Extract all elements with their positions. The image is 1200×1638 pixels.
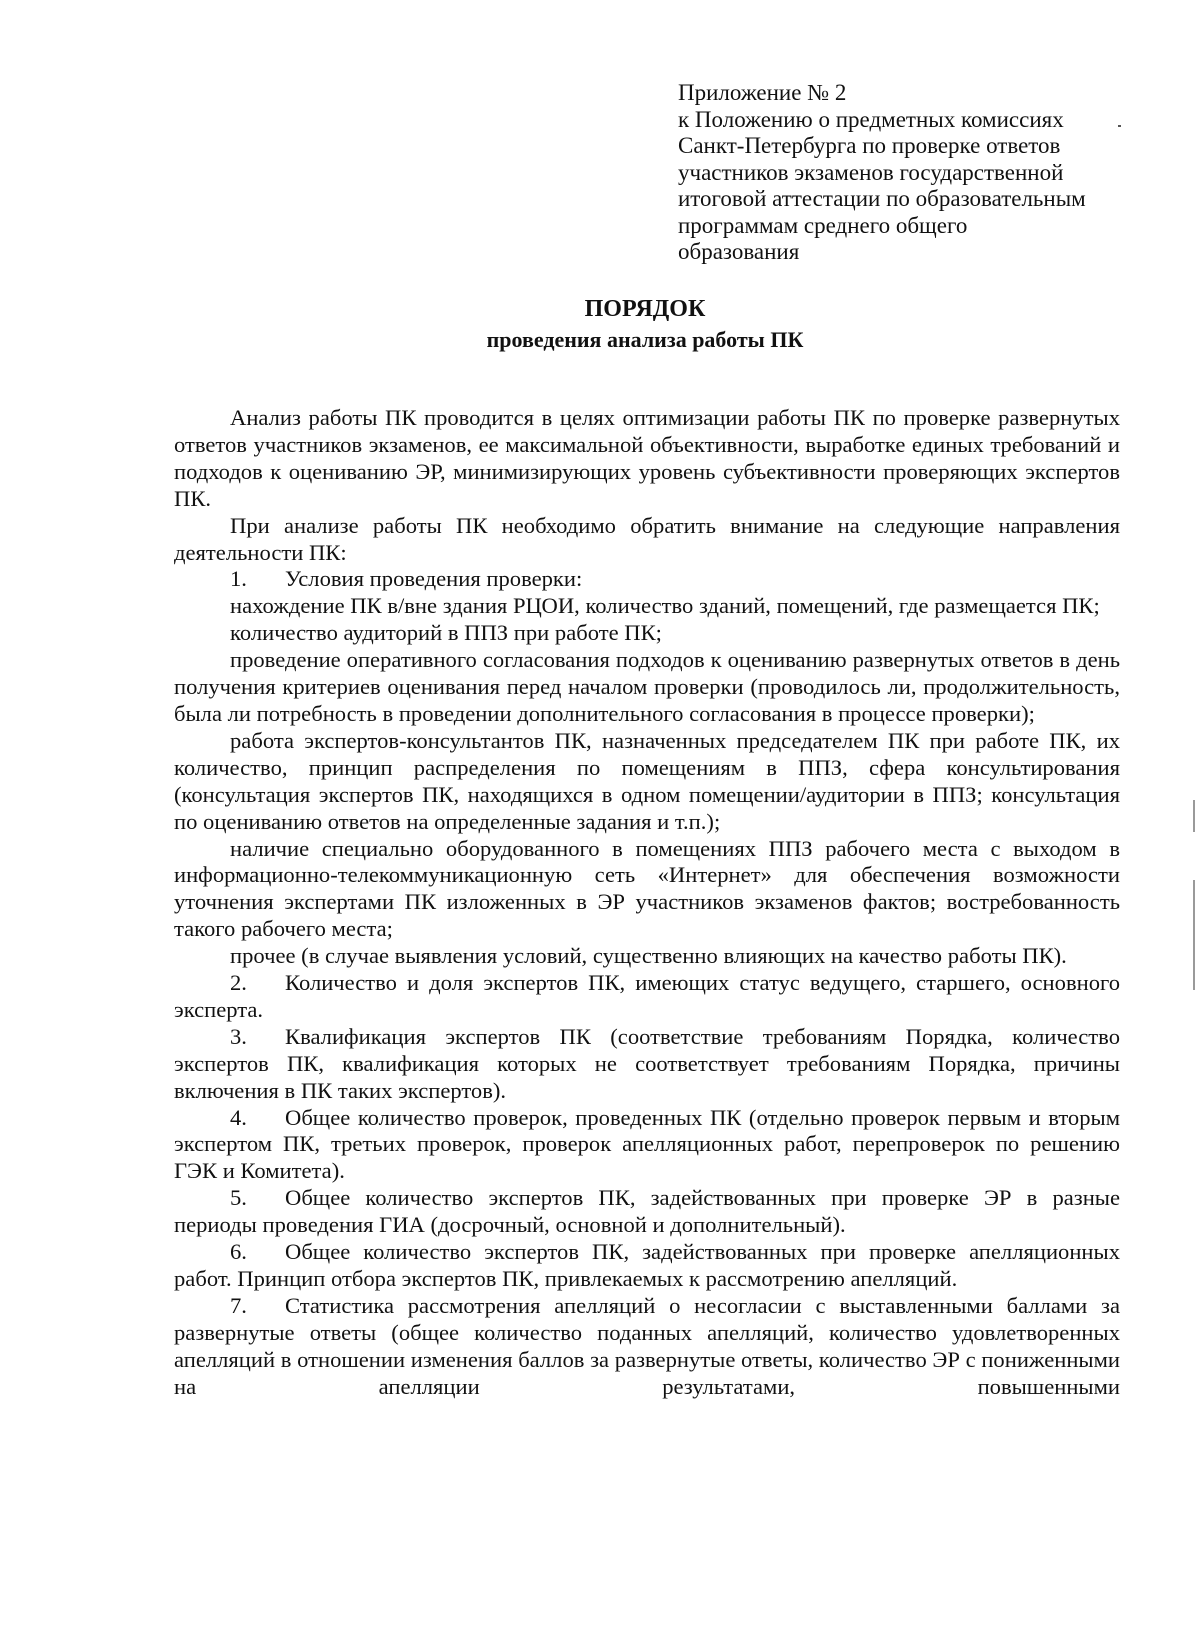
appendix-block [678,80,1138,266]
item-text: Общее количество экспертов ПК, задействованных при проверке апелляционных работ. Принцип отбора экспертов ПК, привлекаемых к рассмотрению апелляций. [174,1239,1120,1291]
appendix-line: к Положению о предметных комиссиях [678,106,1064,132]
item-number: 3. [230,1023,247,1049]
appendix-line: итоговой аттестации по образовательным [678,186,1086,211]
subitem-paragraph: нахождение ПК в/вне здания РЦОИ, количество зданий, помещений, где размещается ПК; [230,593,1100,619]
item-text: Общее количество проверок, проведенных ПК (отдельно проверок первым и вторым экспертом ПК, третьих проверок, проверок апелляционных работ, перепроверок по решению ГЭК и Комитета). [174,1104,1120,1184]
item-number: 2. [230,970,247,996]
list-item-6 [174,1239,1120,1293]
subitem-paragraph: прочее (в случае выявления условий, существенно влияющих на качество работы ПК). [230,943,1067,969]
appendix-line: программам среднего общего [678,212,968,238]
item-text: Квалификация экспертов ПК (соответствие требованиям Порядка, количество экспертов ПК, квалификация которых не соответствует требованиям Порядка, причины включения в ПК таких экспертов). [174,1023,1120,1103]
item-number: 4. [230,1104,247,1130]
list-item-3 [174,1024,1120,1105]
item-text: Количество и доля экспертов ПК, имеющих статус ведущего, старшего, основного эксперта. [174,970,1120,1022]
scan-speck [1118,125,1121,127]
item-text: Статистика рассмотрения апелляций о несогласии с выставленными баллами за развернутые ответы (общее количество поданных апелляций, количество удовлетворенных апелляций в отношении изменения баллов за развернутые ответы, количество ЭР с пониженными на апелляции результатами, повышенными [174,1292,1120,1399]
item-number: 6. [230,1239,247,1265]
intro-paragraph: Анализ работы ПК проводится в целях оптимизации работы ПК по проверке развернутых ответов участников экзаменов, ее максимальной объективности, выработке единых требований и подходов к оцениванию ЭР, минимизирующих уровень субъективности проверяющих экспертов ПК. [174,405,1120,511]
appendix-line: образования [678,239,800,264]
item-number: 1. [230,566,247,592]
document-subtitle: проведения анализа работы ПК [486,327,804,352]
item-number: 7. [230,1292,247,1318]
scan-edge-mark [1193,880,1195,990]
list-item-5 [174,1185,1120,1239]
list-item-1 [174,566,1120,593]
document-title: ПОРЯДОК [584,296,706,322]
subitem-paragraph: наличие специально оборудованного в помещениях ППЗ рабочего места с выходом в информационно-телекоммуникационную сеть «Интернет» для обеспечения возможности уточнения экспертами ПК изложенных в ЭР участников экзаменов фактов; востребованность такого рабочего места; [174,835,1120,942]
appendix-line: участников экзаменов государственной [678,159,1064,185]
appendix-line: Приложение № 2 [678,80,847,105]
intro-paragraph: При анализе работы ПК необходимо обратить внимание на следующие направления деятельности ПК: [174,512,1120,565]
subitem-paragraph: работа экспертов-консультантов ПК, назначенных председателем ПК при работе ПК, их количество, принцип распределения по помещениям в ППЗ, сфера консультирования (консультация экспертов ПК, находящихся в одном помещении/аудитории в ППЗ; консультация по оцениванию ответов на определенные задания и т.п.); [174,727,1120,834]
subitem-paragraph: проведение оперативного согласования подходов к оцениванию развернутых ответов в день получения критериев оценивания перед началом проверки (проводилось ли, продолжительность, была ли потребность в проведении дополнительного согласования в процессе проверки); [174,647,1120,726]
document-body [174,405,1120,1401]
appendix-line: Санкт-Петербурга по проверке ответов [678,133,1061,158]
list-item-7 [174,1293,1120,1401]
item-text: Условия проведения проверки: [285,566,583,592]
list-item-2 [174,970,1120,1024]
subitem-paragraph: количество аудиторий в ППЗ при работе ПК; [230,620,662,646]
scan-edge-mark [1193,800,1195,832]
list-item-4 [174,1105,1120,1186]
item-text: Общее количество экспертов ПК, задействованных при проверке ЭР в разные периоды проведения ГИА (досрочный, основной и дополнительный). [174,1185,1120,1238]
item-number: 5. [230,1185,247,1211]
